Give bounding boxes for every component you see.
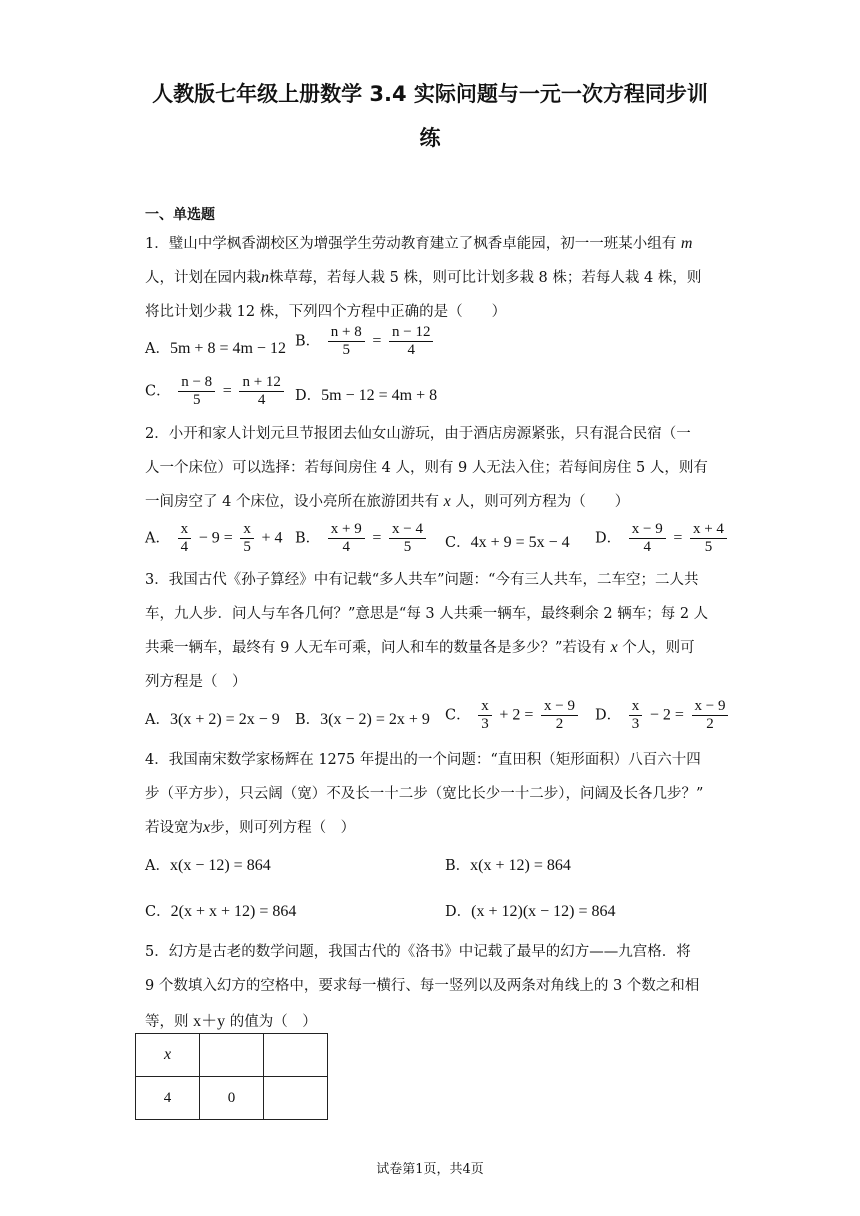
q4-line1: 4．我国南宋数学家杨辉在 1275 年提出的一个问题：“直田积（矩形面积）八百六十四 [145, 752, 701, 768]
q2-option-d[interactable]: D． $\frac{x - 9}{4}$ = $\frac{x + 4}{5}$ [595, 521, 730, 556]
q4-option-b[interactable]: B．x(x + 12) = 864 [445, 857, 571, 874]
q1-option-b[interactable]: B． $\frac{n + 8}{5}$ = $\frac{n - 12}{4}$ [295, 324, 436, 359]
q3-option-b[interactable]: B．3(x − 2) = 2x + 9 [295, 711, 430, 728]
q3-line4: 列方程是（ ） [145, 674, 247, 690]
q2-option-a[interactable]: A． $\frac{x}{4}$ − 9 = $\frac{x}{5}$ + 4 [145, 521, 283, 555]
q2-option-c[interactable]: C．4x + 9 = 5x − 4 [445, 534, 570, 551]
q1-option-c[interactable]: C． $\frac{n - 8}{5}$ = $\frac{n + 12}{4}$ [145, 374, 287, 409]
grid-cell: 4 [136, 1077, 200, 1120]
page-footer: 试卷第1页，共4页 [376, 1162, 484, 1177]
q2-line1: 2．小开和家人计划元旦节报团去仙女山游玩，由于酒店房源紧张，只有混合民宿（一 [145, 426, 691, 442]
q1-line1: 1．璧山中学枫香湖校区为增强学生劳动教育建立了枫香卓能园，初一一班某小组有 m [145, 235, 693, 252]
q4-option-c[interactable]: C．2(x + x + 12) = 864 [145, 903, 297, 920]
document-title-line1: 人教版七年级上册数学 3.4 实际问题与一元一次方程同步训 [152, 82, 708, 106]
grid-cell [200, 1034, 264, 1077]
q1-option-a[interactable]: A．5m + 8 = 4m − 12 [145, 340, 286, 357]
q1-option-d[interactable]: D．5m − 12 = 4m + 8 [295, 387, 438, 404]
q1-line2: 人，计划在园内栽n株草莓，若每人栽 5 株，则可比计划多栽 8 株；若每人栽 4 株，则 [145, 269, 702, 286]
grid-cell: 0 [200, 1077, 264, 1120]
q3-option-c[interactable]: C． $\frac{x}{3}$ + 2 = $\frac{x - 9}{2}$ [445, 698, 581, 733]
q2-line2: 人一个床位）可以选择：若每间房住 4 人，则有 9 人无法入住；若每间房住 5 人，则有 [145, 460, 708, 476]
q2-option-b[interactable]: B． $\frac{x + 9}{4}$ = $\frac{x - 4}{5}$ [295, 521, 429, 556]
section-heading: 一、单选题 [145, 207, 215, 223]
magic-square-grid [135, 1033, 328, 1120]
q5-line1: 5．幻方是古老的数学问题，我国古代的《洛书》中记载了最早的幻方——九宫格．将 [145, 944, 691, 960]
q3-option-a[interactable]: A．3(x + 2) = 2x − 9 [145, 711, 280, 728]
q3-option-d[interactable]: D． $\frac{x}{3}$ − 2 = $\frac{x - 9}{2}$ [595, 698, 731, 733]
q4-option-d[interactable]: D．(x + 12)(x − 12) = 864 [445, 903, 616, 920]
grid-row [136, 1034, 328, 1077]
q3-line3: 共乘一辆车，最终有 9 人无车可乘，问人和车的数量各是多少？”若设有 x 个人，则可 [145, 639, 695, 656]
q4-line2: 步（平方步），只云阔（宽）不及长一十二步（宽比长少一十二步），问阔及长各几步？” [145, 786, 704, 802]
grid-cell [264, 1077, 328, 1120]
q3-line1: 3．我国古代《孙子算经》中有记载“多人共车”问题：“今有三人共车，二车空；二人共 [145, 572, 699, 588]
q3-line2: 车，九人步．问人与车各几何？”意思是“每 3 人共乘一辆车，最终剩余 2 辆车；每 2 人 [145, 606, 709, 622]
grid-row [136, 1077, 328, 1120]
q5-line3: 等，则 x＋y 的值为（ ） [145, 1013, 317, 1030]
q5-line2: 9 个数填入幻方的空格中，要求每一横行、每一竖列以及两条对角线上的 3 个数之和相 [145, 978, 700, 994]
grid-cell: x [136, 1034, 200, 1077]
q1-line3: 将比计划少栽 12 株，下列四个方程中正确的是（ ） [145, 304, 507, 320]
q4-line3: 若设宽为x步，则可列方程（ ） [145, 819, 356, 836]
q2-line3: 一间房空了 4 个床位，设小亮所在旅游团共有 x 人，则可列方程为（ ） [145, 493, 630, 510]
q4-option-a[interactable]: A．x(x − 12) = 864 [145, 857, 271, 874]
grid-cell [264, 1034, 328, 1077]
document-title-line2: 练 [419, 126, 441, 150]
